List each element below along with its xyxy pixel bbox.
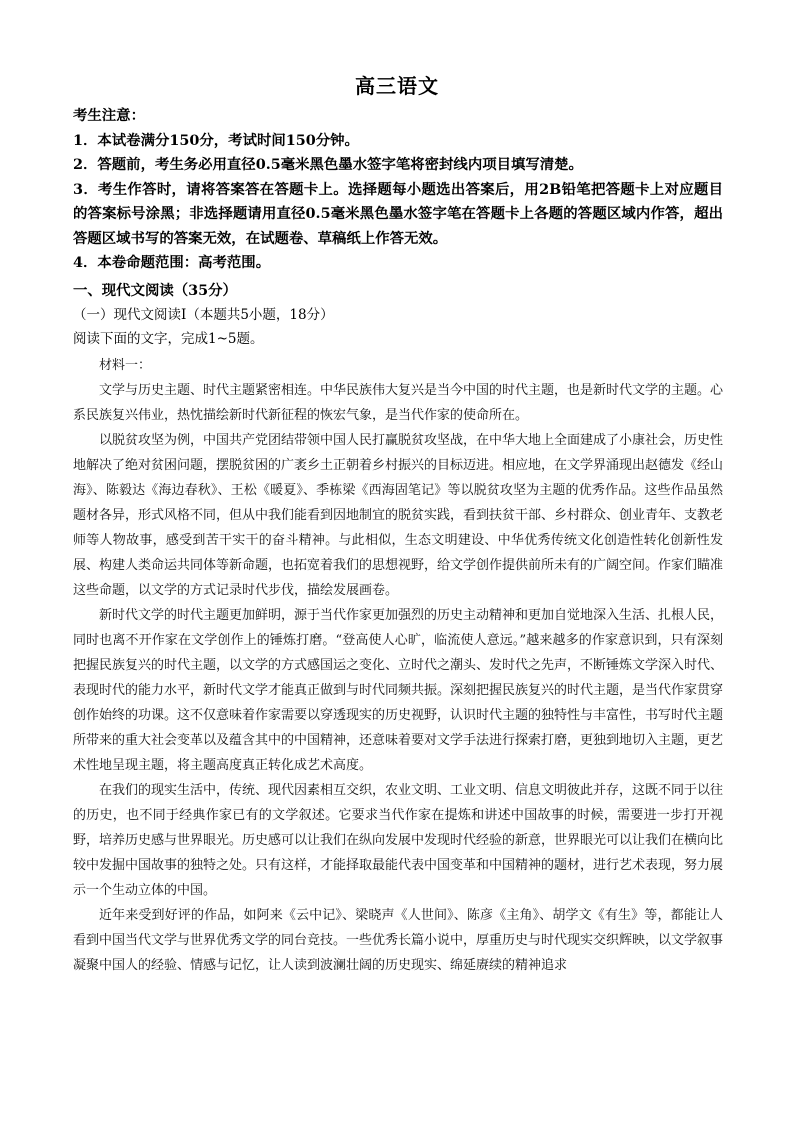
page-title: 高三语文: [355, 74, 439, 98]
material-paragraph: 文学与历史主题、时代主题紧密相连。中华民族伟大复兴是当今中国的时代主题，也是新时代文学的主题。心系民族复兴伟业，热忱描绘新时代新征程的恢宏气象，是当代作家的使命所在。: [73, 383, 724, 423]
section-instruction: 阅读下面的文字，完成1~5题。: [73, 331, 264, 347]
material-paragraph: 以脱贫攻坚为例，中国共产党团结带领中国人民打赢脱贫攻坚战，在中华大地上全面建成了小康社会，历史性地解决了绝对贫困问题，摆脱贫困的广袤乡土正朝着乡村振兴的目标迈进。相应地，在文学界涌现出赵德发《经山海》、陈毅达《海边春秋》、王松《暖夏》、季栋梁《西海固笔记》等以脱贫攻坚为主题的优秀作品。这些作品虽然题材各异，形式风格不同，但从中我们能看到因地制宜的脱贫实践，看到扶贫干部、乡村群众、创业青年、支教老师等人物故事，感受到苦干实干的奋斗精神。与此相似，生态文明建设、中华优秀传统文化创造性转化创新性发展、构建人类命运共同体等新命题，也拓宽着我们的思想视野，给文学创作提供前所未有的广阔空间。作家们瞄准这些命题，以文学的方式记录时代步伐，描绘发展画卷。: [73, 433, 724, 598]
notice-item: 1．本试卷满分150分，考试时间150分钟。: [73, 131, 359, 149]
material-label: 材料一：: [99, 358, 152, 373]
notice-item: 2．答题前，考生务必用直径0.5毫米黑色墨水签字笔将密封线内项目填写清楚。: [73, 156, 583, 173]
section-heading: 一、现代文阅读（35分）: [73, 282, 237, 299]
section-subheading: （一）现代文阅读Ⅰ（本题共5小题，18分）: [73, 307, 334, 323]
material-paragraph: 新时代文学的时代主题更加鲜明，源于当代作家更加强烈的历史主动精神和更加自觉地深入生活、扎根人民，同时也离不开作家在文学创作上的锤炼打磨。“登高使人心旷，临流使人意远。”越来越多的作家意识到，只有深刻把握民族复兴的时代主题，以文学的方式感国运之变化、立时代之潮头、发时代之先声，不断锤炼文学深入时代、表现时代的能力水平，新时代文学才能真正做到与时代同频共振。深刻把握民族复兴的时代主题，是当代作家贯穿创作始终的功课。这不仅意味着作家需要以穿透现实的历史视野，认识时代主题的独特性与丰富性，书写时代主题所带来的重大社会变革以及蕴含其中的中国精神，还意味着要对文学手法进行探索打磨，更独到地切入主题，更艺术性地呈现主题，将主题高度真正转化成艺术高度。: [73, 608, 724, 773]
notice-item: 3．考生作答时，请将答案答在答题卡上。选择题每小题选出答案后，用2B铅笔把答题卡上对应题目的答案标号涂黑；非选择题请用直径0.5毫米黑色墨水签字笔在答题卡上各题的答题区域内作答，超出答题区域书写的答案无效，在试题卷、草稿纸上作答无效。: [73, 180, 723, 247]
notice-heading: 考生注意：: [73, 107, 145, 124]
material-paragraph: 近年来受到好评的作品，如阿来《云中记》、梁晓声《人世间》、陈彦《主角》、胡学文《有生》等，都能让人看到中国当代文学与世界优秀文学的同台竞技。一些优秀长篇小说中，厚重历史与时代现实交织辉映，以文学叙事凝聚中国人的经验、情感与记忆，让人读到波澜壮阔的历史现实、绵延赓续的精神追求: [73, 908, 724, 973]
material-paragraph: 在我们的现实生活中，传统、现代因素相互交织，农业文明、工业文明、信息文明彼此并存，这既不同于以往的历史，也不同于经典作家已有的文学叙述。它要求当代作家在提炼和讲述中国故事的时候，需要进一步打开视野，培养历史感与世界眼光。历史感可以让我们在纵向发展中发现时代经验的新意，世界眼光可以让我们在横向比较中发掘中国故事的独特之处。只有这样，才能择取最能代表中国变革和中国精神的题材，进行艺术表现，努力展示一个生动立体的中国。: [73, 783, 724, 898]
material-text: [73, 353, 723, 978]
notice-block: [73, 104, 723, 276]
notice-item: 4．本卷命题范围：高考范围。: [73, 254, 271, 271]
